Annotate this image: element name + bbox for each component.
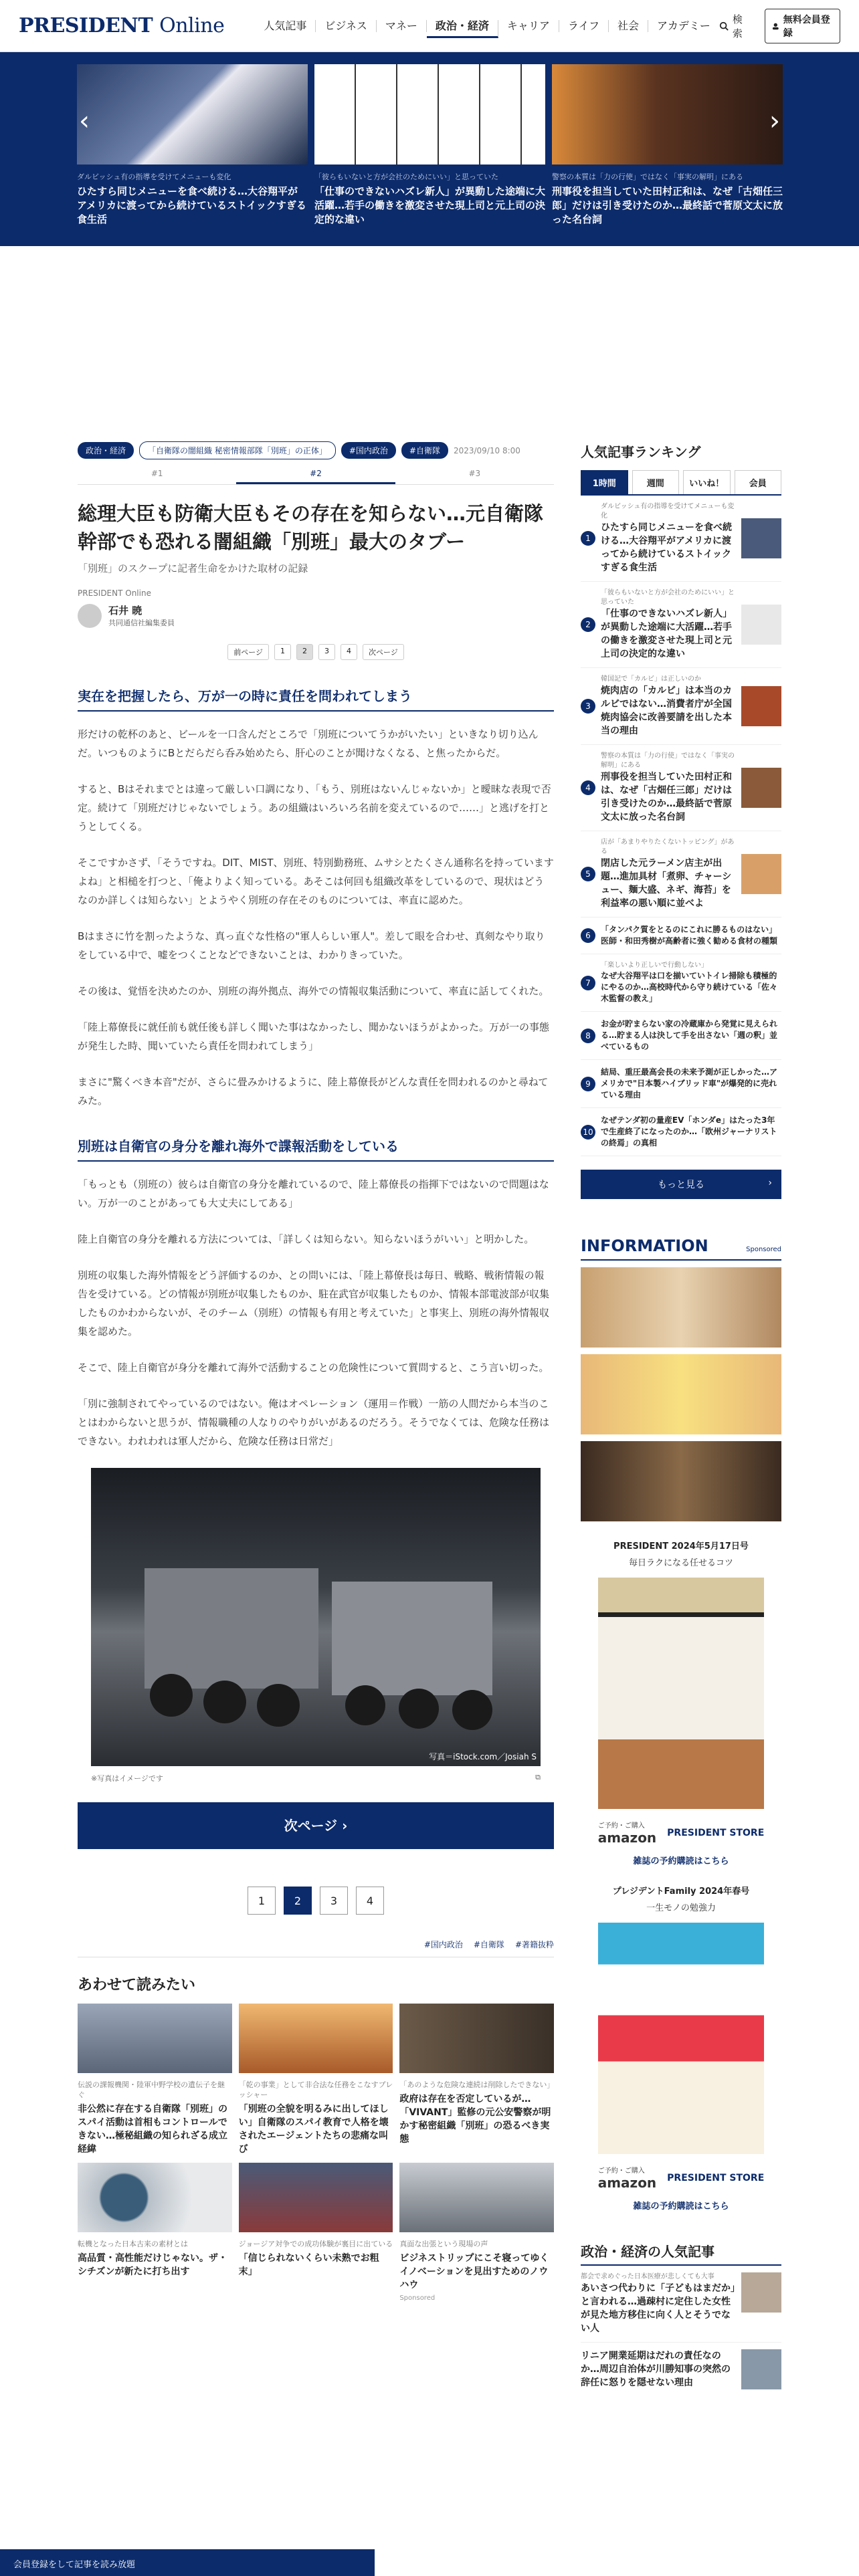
- carousel-slide[interactable]: 警察の本質は「力の行使」ではなく「事実の解明」にある 刑事役を担当していた田村正和は、なぜ「古畑任三郎」だけは引き受けたのか…最終話で菅原文太に放った名台詞: [552, 64, 783, 246]
- nav-life[interactable]: ライフ: [559, 20, 609, 32]
- ranking-tab-hour[interactable]: 1時間: [581, 470, 628, 494]
- search-button[interactable]: 検索: [719, 12, 750, 40]
- store-links: [581, 1820, 781, 1846]
- section-heading: 別班は自衛官の身分を離れ海外で諜報活動をしている: [78, 1136, 554, 1162]
- ranking-item[interactable]: 2 「彼らもいないと方が会社のためにいい」と思っていた 「仕事のできないハズレ新人」が異動した途端に大活躍…若手の働きを激変させた現上司と元上司の決定的な違い: [581, 582, 781, 668]
- main-nav: [255, 20, 719, 32]
- publish-date: 2023/09/10 8:00: [453, 445, 520, 455]
- nav-business[interactable]: ビジネス: [316, 20, 377, 32]
- pager-bottom: [78, 1887, 554, 1915]
- thumbnail: [741, 518, 781, 558]
- page-link-current[interactable]: 2: [284, 1887, 312, 1915]
- thumbnail: [741, 854, 781, 894]
- ranking-item[interactable]: 8 お金が貯まらない家の冷蔵庫から発覚に見えられる…貯まる人は決して手を出さない「週の釈」並べているもの: [581, 1012, 781, 1060]
- also-read-grid: [78, 2004, 554, 2302]
- sidebar: [581, 441, 781, 2396]
- ranking-number: 5: [581, 867, 595, 881]
- president-store-link[interactable]: PRESIDENT STORE: [667, 2172, 765, 2183]
- amazon-link[interactable]: ご予約・ご購入 amazon: [597, 1822, 657, 1846]
- nav-money[interactable]: マネー: [377, 20, 427, 32]
- thumbnail: [741, 686, 781, 726]
- author-block[interactable]: [78, 603, 554, 628]
- also-read-item[interactable]: 「あのような危険な連続は削除したできない」 政府は存在を否定しているが…「VIVANT」監修の元公安警察が明かす秘密組織「別班」の恐るべき実態: [399, 2004, 554, 2156]
- paragraph: そこですかさず、「そうですね。DIT、MIST、別班、特別勤務班、ムサシとたくさん通称名を持っていますよね」と相槌を打つと、「俺よりよく知っている。あそこは何回も組織改革をしているので、現状はどうなのか詳しくは知らない」とようやく別班の存在そのものについては、率直に認めた。: [78, 857, 554, 906]
- magazine-title: PRESIDENT 2024年5月17日号: [613, 1541, 749, 1551]
- avatar: [78, 604, 102, 628]
- expand-icon[interactable]: ⧉: [535, 1773, 541, 1782]
- paragraph: 「もっとも（別班の）彼らは自衛官の身分を離れているので、陸上幕僚長の指揮下ではないので問題はない。万が一のことがあっても大丈夫にしてある」: [78, 1178, 549, 1209]
- topic-tag[interactable]: #著籍抜粋: [514, 1940, 554, 1949]
- author-role: 共同通信社編集委員: [108, 619, 175, 627]
- ranking-number: 9: [581, 1077, 595, 1091]
- politics-ranking-heading: 政治・経済の人気記事: [581, 2241, 781, 2266]
- also-read-item[interactable]: 伝説の課報機関・陸軍中野学校の遺伝子を継ぐ 非公然に存在する自衛隊「別班」のスパイ活動は首相もコントロールできない…極秘組織の知られざる成立経緯: [78, 2004, 232, 2156]
- ranking-item[interactable]: 6 「タンパク質をとるのにこれに勝るものはない」医師・和田秀樹が高齢者に強く勧める食材の種類: [581, 918, 781, 954]
- slide-image: [314, 64, 545, 165]
- president-store-link[interactable]: PRESIDENT STORE: [667, 1827, 765, 1838]
- magazine-subtitle: 一生モノの勉強力: [646, 1903, 716, 1913]
- carousel-slide[interactable]: 「彼らもいないと方が会社のためにいい」と思っていた 「仕事のできないハズレ新人」が異動した途端に大活躍…若手の働きを激変させた現上司と元上司の決定的な違い: [314, 64, 545, 246]
- paragraph: 「別に強制されてやっているのではない。俺はオペレーション（運用＝作戦）一筋の人間だから本当のことはわからないと思うが、情報職種の人なりのやりがいがあるのだろう。そうでなくては、危険な任務はできない。われわれは軍人だから、危険な任務は日常だ」: [78, 1398, 550, 1447]
- amazon-link[interactable]: ご予約・ご購入 amazon: [597, 2167, 657, 2191]
- pager-top: [78, 644, 554, 660]
- magazine-subtitle: 毎日ラクになる任せるコツ: [628, 1558, 733, 1568]
- carousel-next-icon[interactable]: ›: [769, 106, 780, 136]
- ranking-item[interactable]: 5 店が「あまりやりたくないトッピング」がある 閉店した元ラーメン店主が出題…進加具材「煮卵、チャーシュー、麺大盛、ネギ、海苔」を利益率の悪い順に並べよ: [581, 831, 781, 918]
- featured-carousel: [0, 52, 859, 246]
- paragraph: まさに"驚くべき本音"だが、さらに畳みかけるように、陸上幕僚長がどんな責任を問われるのかと尋ねてみた。: [78, 1076, 549, 1107]
- series-tab[interactable]: #3: [468, 469, 481, 478]
- nav-popular[interactable]: 人気記事: [255, 20, 316, 32]
- page-link-current[interactable]: 2: [296, 644, 313, 660]
- ranking-tabs: [581, 470, 781, 496]
- thumbnail: [78, 2163, 232, 2232]
- info-banner[interactable]: [581, 1441, 781, 1521]
- ranking-tab-members[interactable]: 会員: [735, 470, 782, 494]
- preorder-link[interactable]: 雑誌の予約購読はこちら: [633, 2202, 729, 2212]
- publisher-label: PRESIDENT Online: [78, 588, 151, 598]
- slide-image: [552, 64, 783, 165]
- also-read-item[interactable]: 転機となった日本古来の素材とは 高品質・高性能だけじゃない。ザ・シチズンが新たに打ち出す: [78, 2163, 232, 2302]
- ranking-tab-week[interactable]: 週間: [632, 470, 680, 494]
- ranking-number: 6: [581, 928, 595, 943]
- article-photo: [91, 1468, 541, 1766]
- ranking-number: 10: [581, 1125, 595, 1140]
- info-banner[interactable]: [581, 1354, 781, 1434]
- preorder-link[interactable]: 雑誌の予約購読はこちら: [633, 1856, 729, 1866]
- nav-politics[interactable]: 政治・経済: [427, 20, 498, 38]
- information-header: INFORMATION Sponsored: [581, 1237, 781, 1261]
- thumbnail: [239, 2163, 393, 2232]
- next-page-button[interactable]: 次ページ: [363, 644, 404, 660]
- article-title: 総理大臣も防衛大臣もその存在を知らない…元自衛隊幹部でも恐れる闇組織「別班」最大のタブー: [78, 502, 544, 553]
- author-name: 石井 暁: [108, 605, 142, 617]
- series-tab[interactable]: #1: [151, 469, 163, 478]
- ranking-item[interactable]: 9 結局、重圧最高会長の未来予測が正しかった…アメリカで"日本製ハイブリッド車"が爆発的に売れている理由: [581, 1060, 781, 1108]
- article-tags: [78, 441, 554, 459]
- ranking-number: 2: [581, 617, 595, 632]
- register-button[interactable]: 無料会員登録: [765, 9, 840, 43]
- paragraph: 「陸上幕僚長に就任前も就任後も詳しく聞いた事はなかったし、聞かないほうがよかった。万が一の事態が発生した時、聞いていたら責任を問われてしまう」: [78, 1021, 550, 1052]
- ranking-item[interactable]: 4 警察の本質は「力の行使」ではなく「事実の解明」にある 刑事役を担当していた田村正和は、なぜ「古畑任三郎」だけは引き受けたのか…最終話で菅原文太に放った名台詞: [581, 745, 781, 831]
- article-bottom-tags: [78, 1939, 554, 1957]
- info-banner[interactable]: [581, 1267, 781, 1348]
- bottom-sticky-banner[interactable]: 会員登録をして記事を読み放題: [0, 2549, 375, 2576]
- category-tag[interactable]: 政治・経済: [78, 442, 134, 459]
- also-read-item[interactable]: 真面な出張という現場の声 ビジネストリップにこそ寝ってゆくイノベーションを見出すためのノウハウ Sponsored: [399, 2163, 554, 2302]
- paragraph: 陸上自衛官の身分を離れる方法については、「詳しくは知らない。知らないほうがいい」と明かした。: [78, 1233, 535, 1245]
- slide-image: [77, 64, 308, 165]
- also-read-item[interactable]: 「乾の事業」として非合法な任務をこなすプレッシャー 「別班の全貌を明るみに出してほしい」自衛隊のスパイ教育で人格を壊されたエージェントたちの悲痛な叫び: [239, 2004, 393, 2156]
- ranking-number: 1: [581, 531, 595, 546]
- politics-item[interactable]: 都会で求めぐった日本医療が悲しくても大事 あいさつ代わりに「子どもはまだか」と言われる…過疎村に定住した女性が見た地方移住に向く人とそうでない人: [581, 2266, 781, 2343]
- photo-credit: 写真＝iStock.com／Josiah S: [429, 1752, 537, 1761]
- chevron-right-icon: ›: [342, 1818, 348, 1834]
- topic-tag[interactable]: #国内政治: [341, 442, 396, 459]
- series-tab[interactable]: #2: [236, 469, 395, 484]
- thumbnail: [741, 2349, 781, 2389]
- section-heading: 実在を把握したら、万が一の時に責任を問われてしまう: [78, 685, 554, 712]
- politics-item[interactable]: リニア開業延期はだれの責任なのか…周辺自治体が川勝知事の突然の辞任に怒りを隠せない理由: [581, 2343, 781, 2396]
- page-link[interactable]: 1: [274, 644, 291, 660]
- article-subtitle: 「別班」のスクープに記者生命をかけた取材の記録: [78, 562, 308, 574]
- prev-page-button[interactable]: 前ページ: [227, 644, 269, 660]
- chevron-right-icon: ›: [768, 1178, 772, 1188]
- store-links: [581, 2165, 781, 2191]
- thumbnail: [399, 2163, 554, 2232]
- ranking-item[interactable]: 3 韓国記で「カルビ」は正しいのか 焼肉店の「カルビ」は本当のカルビではない…消費者庁が全国焼肉協会に改善要請を出した本当の理由: [581, 668, 781, 745]
- paragraph: すると、Bはそれまでとは違って厳しい口調になり、「もう、別班はないんじゃないか」と曖昧な表現で否定。続けて「別班だけじゃないでしょう。あの組織はいろいろ名前を変えているので……」と逃げを打とうとしてくる。: [78, 783, 551, 833]
- page-link[interactable]: 1: [248, 1887, 276, 1915]
- page-link[interactable]: 4: [341, 644, 357, 660]
- thumbnail: [741, 2272, 781, 2313]
- paragraph: そこで、陸上自衛官が身分を離れて海外で活動することの危険性について質問すると、こう言い切った。: [78, 1362, 549, 1374]
- ranking-number: 7: [581, 976, 595, 990]
- ranking-item[interactable]: 1 ダルビッシュ有の指導を受けてメニューも変化 ひたすら同じメニューを食べ続ける…大谷翔平がアメリカに渡ってから続けているストイックすぎる食生活: [581, 496, 781, 582]
- ranking-tab-likes[interactable]: いいね！: [683, 470, 731, 494]
- paragraph: 形だけの乾杯のあと、ビールを一口含んだところで「別班についてうかがいたい」といきなり切り込んだ。いつものようにBとだらだら呑み始めたら、肝心のことが聞けなくなる、と焦ったからだ。: [78, 728, 539, 759]
- page-link[interactable]: 3: [320, 1887, 348, 1915]
- thumbnail: [741, 768, 781, 808]
- nav-academy[interactable]: アカデミー: [656, 19, 710, 32]
- carousel-slide[interactable]: ダルビッシュ有の指導を受けてメニューも変化 ひたすら同じメニューを食べ続ける…大谷翔平がアメリカに渡ってから続けているストイックすぎる食生活: [77, 64, 308, 246]
- next-page-button-large[interactable]: 次ページ ›: [78, 1802, 554, 1849]
- article-main: [78, 441, 554, 2396]
- magazine-cover[interactable]: [598, 1578, 764, 1809]
- ranking-item[interactable]: 10 なぜテンダ初の量産EV「ホンダe」はたった3年で生産終了になったのか…「欧州ジャーナリストの終焉」の真相: [581, 1108, 781, 1156]
- site-header: [0, 0, 859, 52]
- topic-tag[interactable]: #国内政治: [423, 1940, 463, 1949]
- ranking-number: 8: [581, 1029, 595, 1043]
- page-link[interactable]: 4: [356, 1887, 384, 1915]
- user-icon: [772, 22, 779, 30]
- ranking-heading: 人気記事ランキング: [581, 444, 701, 460]
- paragraph: Bはまさに竹を割ったような、真っ直ぐな性格の"軍人らしい軍人"。差して眼を合わせ、真剣なやり取りをしている中で、嘘をつくことなどできないことは、わかりきっていた。: [78, 930, 545, 961]
- series-tag[interactable]: 「自衛隊の闇組織 秘密情報部隊「別班」の正体」: [139, 441, 336, 459]
- thumbnail: [399, 2004, 554, 2073]
- ranking-number: 3: [581, 699, 595, 714]
- search-icon: [719, 21, 729, 31]
- carousel-prev-icon[interactable]: ‹: [79, 106, 90, 136]
- topic-tag[interactable]: #自衛隊: [401, 442, 448, 459]
- more-button[interactable]: もっと見る ›: [581, 1170, 781, 1199]
- site-logo[interactable]: PRESIDENT Online: [19, 14, 225, 37]
- thumbnail: [78, 2004, 232, 2073]
- paragraph: その後は、覚悟を決めたのか、別班の海外拠点、海外での情報収集活動について、率直に話してくれた。: [78, 985, 549, 997]
- magazine-cover[interactable]: [598, 1923, 764, 2154]
- topic-tag[interactable]: #自衛隊: [473, 1940, 504, 1949]
- series-tabs: [78, 469, 554, 485]
- ranking-list: [581, 496, 781, 1156]
- photo-caption: ※写真はイメージです: [91, 1774, 163, 1783]
- ranking-number: 4: [581, 780, 595, 795]
- ranking-item[interactable]: 7 「楽しいより正しいで行動しない」 なぜ大谷翔平は口を揃いていトイレ掃除も積極的にやるのか…高校時代から守り続けている「佐々木監督の教え」: [581, 954, 781, 1012]
- also-read-heading: あわせて読みたい: [78, 1977, 196, 1994]
- nav-society[interactable]: 社会: [609, 20, 648, 32]
- magazine-title: プレジデントFamily 2024年春号: [612, 1887, 750, 1897]
- page-link[interactable]: 3: [318, 644, 335, 660]
- nav-career[interactable]: キャリア: [498, 20, 559, 32]
- also-read-item[interactable]: ジョージア対争での成功体験が裏目に出ている 「信じられないくらい未熟でお粗末」: [239, 2163, 393, 2302]
- thumbnail: [741, 605, 781, 645]
- thumbnail: [239, 2004, 393, 2073]
- paragraph: 別班の収集した海外情報をどう評価するのか、との問いには、「陸上幕僚長は毎日、戦略、戦術情報の報告を受けている。どの情報が別班が収集したものか、駐在武官が収集したものか、情報本部電波部が収集したものかわからないが、そのチーム（別班）の情報も有用と考えていた」と事実上、別班の海外情報収集を認めた。: [78, 1269, 550, 1337]
- armored-vehicle-image: [91, 1468, 541, 1766]
